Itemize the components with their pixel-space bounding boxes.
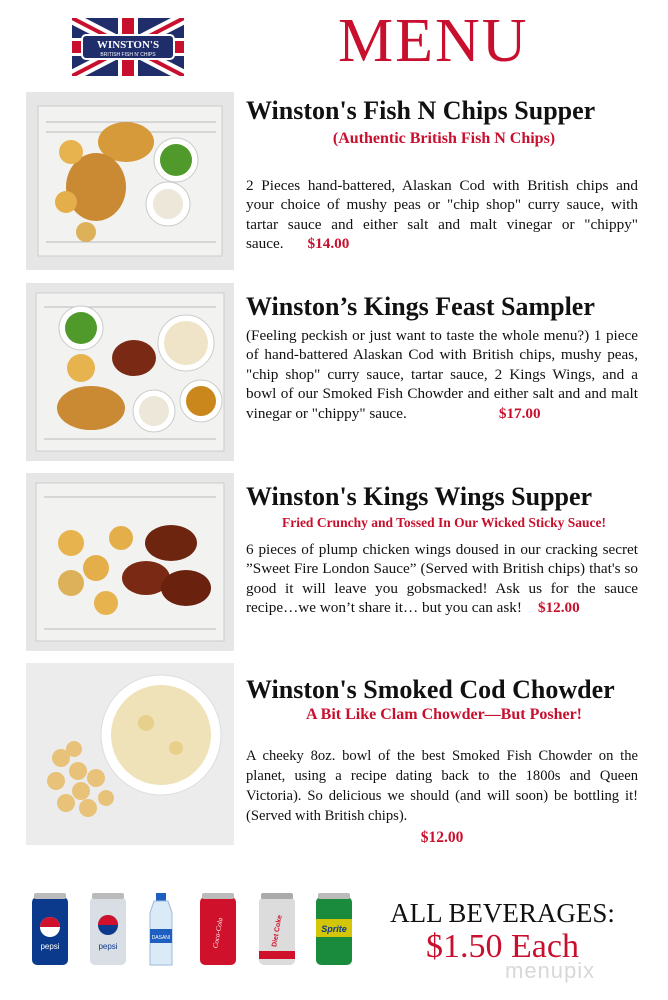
- water-bottle-icon: [146, 893, 176, 969]
- fish-and-chips-photo: [26, 92, 234, 270]
- diet-coke-can-icon: [255, 893, 299, 969]
- can-label: pepsi: [40, 942, 60, 951]
- item-subtitle: A Bit Like Clam Chowder—But Posher!: [306, 706, 582, 723]
- beverages-price: $1.50 Each: [426, 928, 579, 965]
- item-price: $12.00: [420, 829, 464, 846]
- logo-subtext: BRITISH FISH N' CHIPS: [100, 52, 156, 58]
- item-price: $12.00: [537, 599, 580, 617]
- item-description: A cheeky 8oz. bowl of the best Smoked Fish Chowder on the planet, using a recipe dating back to the 1800s and Queen Victoria). So delicious we should (and will soon) be bottling it! (Served with British chips).: [246, 748, 638, 824]
- item-price: $14.00: [307, 235, 350, 253]
- feast-sampler-photo: [26, 283, 234, 461]
- item-description: 2 Pieces hand-battered, Alaskan Cod with British chips and your choice of mushy peas or "chip shop" curry sauce, with tartar sauce and either salt and malt vinegar or "chippy" sauce. $14.00: [246, 177, 638, 253]
- wings-photo: [26, 473, 234, 651]
- can-label: Coca-Cola: [211, 917, 225, 949]
- item-title: Winston's Fish N Chips Supper: [246, 96, 596, 125]
- item-title: Winston's Kings Wings Supper: [246, 482, 593, 511]
- item-description: (Feeling peckish or just want to taste the whole menu?) 1 piece of hand-battered Alaskan Cod with British chips, mushy peas, "chip shop" curry sauce, tartar sauce, 2 Kings Wings, and a bowl of our Smoked Fish Chowder and either salt and and malt vinegar or "chippy" sauce. $17.00: [246, 327, 638, 422]
- item-description: 6 pieces of plump chicken wings doused in our cracking secret ”Sweet Fire London Sauce” (Served with British chips) that's so good it will leave you gobsmacked! Ask us for the sauce recipe…we won’t share it… but you can ask! $12.00: [246, 541, 638, 617]
- pepsi-can-icon: [28, 893, 72, 969]
- item-title: Winston's Smoked Cod Chowder: [246, 675, 615, 704]
- sprite-can-icon: [312, 893, 356, 969]
- diet-pepsi-can-icon: [86, 893, 130, 969]
- item-price: $17.00: [498, 404, 541, 422]
- coca-cola-can-icon: [196, 893, 240, 969]
- page-title: MENU: [338, 7, 529, 75]
- chowder-photo: [26, 663, 234, 845]
- can-label: DASANI: [151, 935, 171, 941]
- logo-text: WINSTON'S: [96, 39, 160, 51]
- brand-logo: [72, 18, 184, 76]
- can-label: Sprite: [321, 924, 347, 934]
- can-label: pepsi: [98, 942, 118, 951]
- watermark: menupix: [505, 958, 596, 983]
- beverages-label: ALL BEVERAGES:: [390, 898, 615, 928]
- can-label: Diet Coke: [271, 914, 284, 948]
- item-subtitle: Fried Crunchy and Tossed In Our Wicked Sticky Sauce!: [281, 515, 607, 530]
- item-subtitle: (Authentic British Fish N Chips): [332, 130, 556, 147]
- item-title: Winston’s Kings Feast Sampler: [246, 292, 595, 321]
